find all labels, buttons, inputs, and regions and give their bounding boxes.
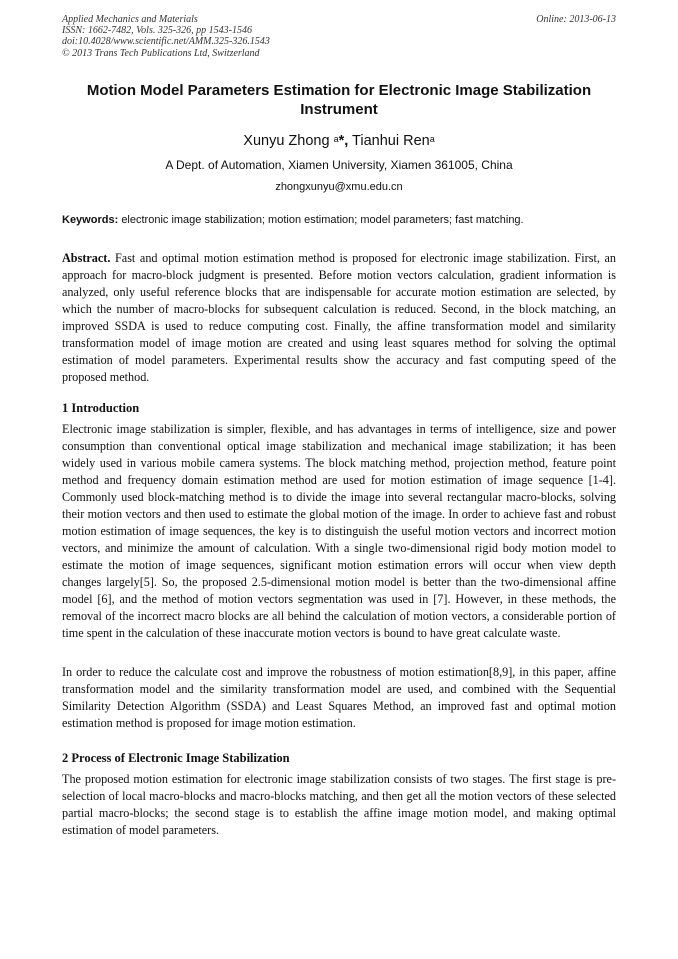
keywords: [62, 213, 616, 227]
abstract-label: Abstract.: [62, 251, 111, 265]
body-paragraph: In order to reduce the calculate cost and improve the robustness of motion estimation[8,9], in this paper, affine transformation model and the similarity transformation model are used, and combined with the Sequential Similarity Detection Algorithm (SSDA) and Least Squares Method, an improved fast and optimal motion estimation method is proposed for image motion estimation.: [62, 665, 616, 730]
section-heading: 1 Introduction: [62, 401, 140, 415]
affiliation-marker: a: [333, 134, 339, 144]
email: zhongxunyu@xmu.edu.cn: [275, 181, 403, 193]
author-name: Xunyu Zhong: [243, 133, 330, 149]
body-paragraph: Electronic image stabilization is simpler, flexible, and has advantages in terms of intelligence, size and power consumption than conventional optical image stabilization and mechanical image stabilization; it has been widely used in various mobile camera systems. The block matching method, projection method, feature point method and frequency domain estimation method are used for motion estimation of image sequence [1-4]. Commonly used block-matching method is to divide the image into several rectangular macro-blocks, solving their motion vectors and then used to estimate the global motion of the image. In order to achieve fast and robust motion estimation of image sequences, the key is to distinguish the useful motion vectors and incorrect motion vectors, and minimize the amount of calculation. With a single two-dimensional rigid body motion model to estimate the motion of image sequences, significant motion estimation errors will occur when view depth changes largely[5]. So, the proposed 2.5-dimensional motion model is better than the two-dimensional affine model [6], and the method of motion vectors segmentation was used in [7]. However, in these methods, the removal of the incorrect macro blocks are all behind the calculation of motion vectors, a considerable portion of time spent in the calculation of these inaccurate motion vectors is bound to have great calculate waste.: [62, 422, 616, 640]
online-date: Online: 2013-06-13: [536, 14, 616, 25]
author-name: Tianhui Ren: [352, 133, 430, 149]
copyright-line: © 2013 Trans Tech Publications Ltd, Switzerland: [62, 47, 260, 59]
body-paragraph: The proposed motion estimation for electronic image stabilization consists of two stages. The first stage is pre-selection of local macro-blocks and macro-blocks matching, and then get all the motion vectors of these selected partial macro-blocks; the second stage is to establish the affine image motion model, and making optimal estimation of model parameters.: [62, 772, 616, 837]
affiliation: A Dept. of Automation, Xiamen University, Xiamen 361005, China: [165, 158, 513, 172]
affiliation-marker: a: [429, 134, 435, 144]
section-heading: 2 Process of Electronic Image Stabilization: [62, 751, 290, 765]
doi-line: doi:10.4028/www.scientific.net/AMM.325-326.1543: [62, 36, 270, 48]
author-line: [62, 132, 616, 150]
paper-title: Motion Model Parameters Estimation for Electronic Image Stabilization Instrument: [86, 82, 592, 118]
journal-header: [62, 14, 616, 59]
abstract-text: Fast and optimal motion estimation method is proposed for electronic image stabilization. First, an approach for macro-block judgment is presented. Before motion vectors calculation, gradient information is analyzed, only useful reference blocks that are indispensable for accurate motion estimation are selected, by which the number of macro-blocks for subsequent calculation is reduced. Second, in the block matching, an improved SSDA is used to reduce computing cost. Finally, the affine transformation model and similarity transformation model of image motion are created and using least squares method for solving the optimal estimation of model parameters. Experimental results show the accuracy and fast computing speed of the proposed method.: [62, 251, 617, 384]
issn-line: ISSN: 1662-7482, Vols. 325-326, pp 1543-1546: [62, 25, 252, 37]
journal-name: Applied Mechanics and Materials: [62, 14, 198, 25]
keywords-text: electronic image stabilization; motion estimation; model parameters; fast matching.: [121, 214, 524, 226]
keywords-label: Keywords:: [62, 214, 119, 226]
abstract: [62, 250, 616, 386]
corresponding-marker: *,: [338, 133, 349, 149]
